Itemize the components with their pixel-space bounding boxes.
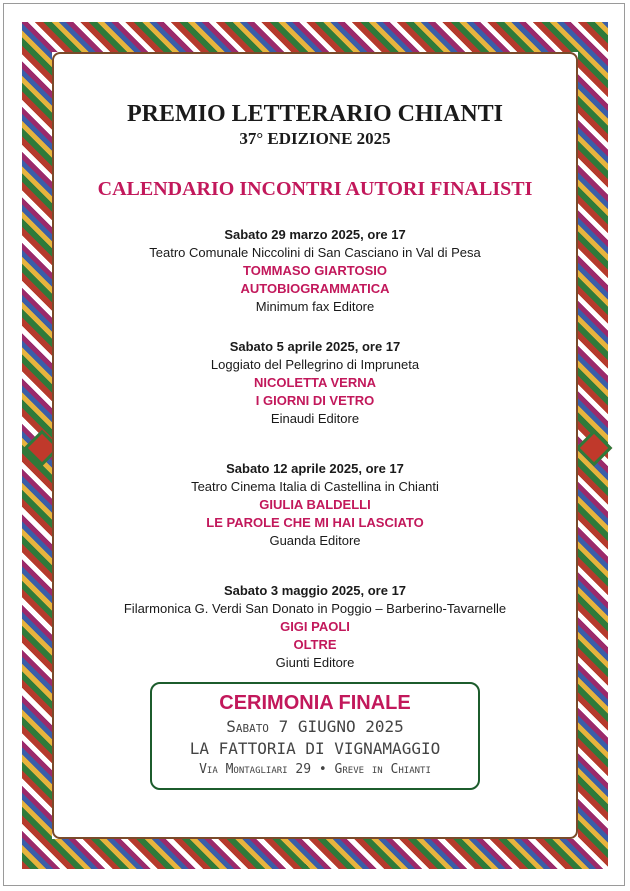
event-date: Sabato 3 maggio 2025, ore 17 [223,583,407,598]
edition-subtitle: 37° EDIZIONE 2025 [239,129,391,148]
ceremony-box [150,682,480,790]
event-book: I GIORNI DI VETRO [255,393,375,408]
event-author: GIULIA BALDELLI [259,497,371,512]
event-date: Sabato 5 aprile 2025, ore 17 [229,339,401,354]
event-date: Sabato 12 aprile 2025, ore 17 [226,461,404,476]
event-venue: Filarmonica G. Verdi San Donato in Poggio – Barberino-Tavarnelle [123,601,507,616]
event-publisher: Guanda Editore [269,533,361,548]
event-author: GIGI PAOLI [280,619,350,634]
event-book: OLTRE [293,637,337,652]
event-item [70,582,560,672]
ceremony-title: CERIMONIA FINALE [219,692,411,714]
event-item [70,338,560,428]
event-item [70,226,560,316]
page-title: PREMIO LETTERARIO CHIANTI [126,101,504,127]
event-venue: Loggiato del Pellegrino di Impruneta [210,357,420,372]
event-author: NICOLETTA VERNA [253,375,377,390]
calendar-heading: CALENDARIO INCONTRI AUTORI FINALISTI [97,178,533,200]
event-book: AUTOBIOGRAMMATICA [240,281,390,296]
event-publisher: Einaudi Editore [270,411,360,426]
event-date: Sabato 29 marzo 2025, ore 17 [224,227,406,242]
ceremony-date: Sabato 7 GIUGNO 2025 [226,717,404,736]
event-venue: Teatro Comunale Niccolini di San Casciano in Val di Pesa [149,245,481,260]
event-item [70,460,560,550]
events-list [70,226,560,672]
event-publisher: Giunti Editore [275,655,355,670]
floral-ornament-icon [22,428,56,462]
event-book: LE PAROLE CHE MI HAI LASCIATO [206,515,424,530]
event-author: TOMMASO GIARTOSIO [243,263,387,278]
poster-content [70,100,560,672]
event-venue: Teatro Cinema Italia di Castellina in Chianti [191,479,439,494]
ceremony-address: Via Montagliari 29 • Greve in Chianti [199,762,431,777]
ceremony-venue: LA FATTORIA DI VIGNAMAGGIO [189,739,441,758]
event-publisher: Minimum fax Editore [255,299,375,314]
floral-ornament-icon [574,428,608,462]
